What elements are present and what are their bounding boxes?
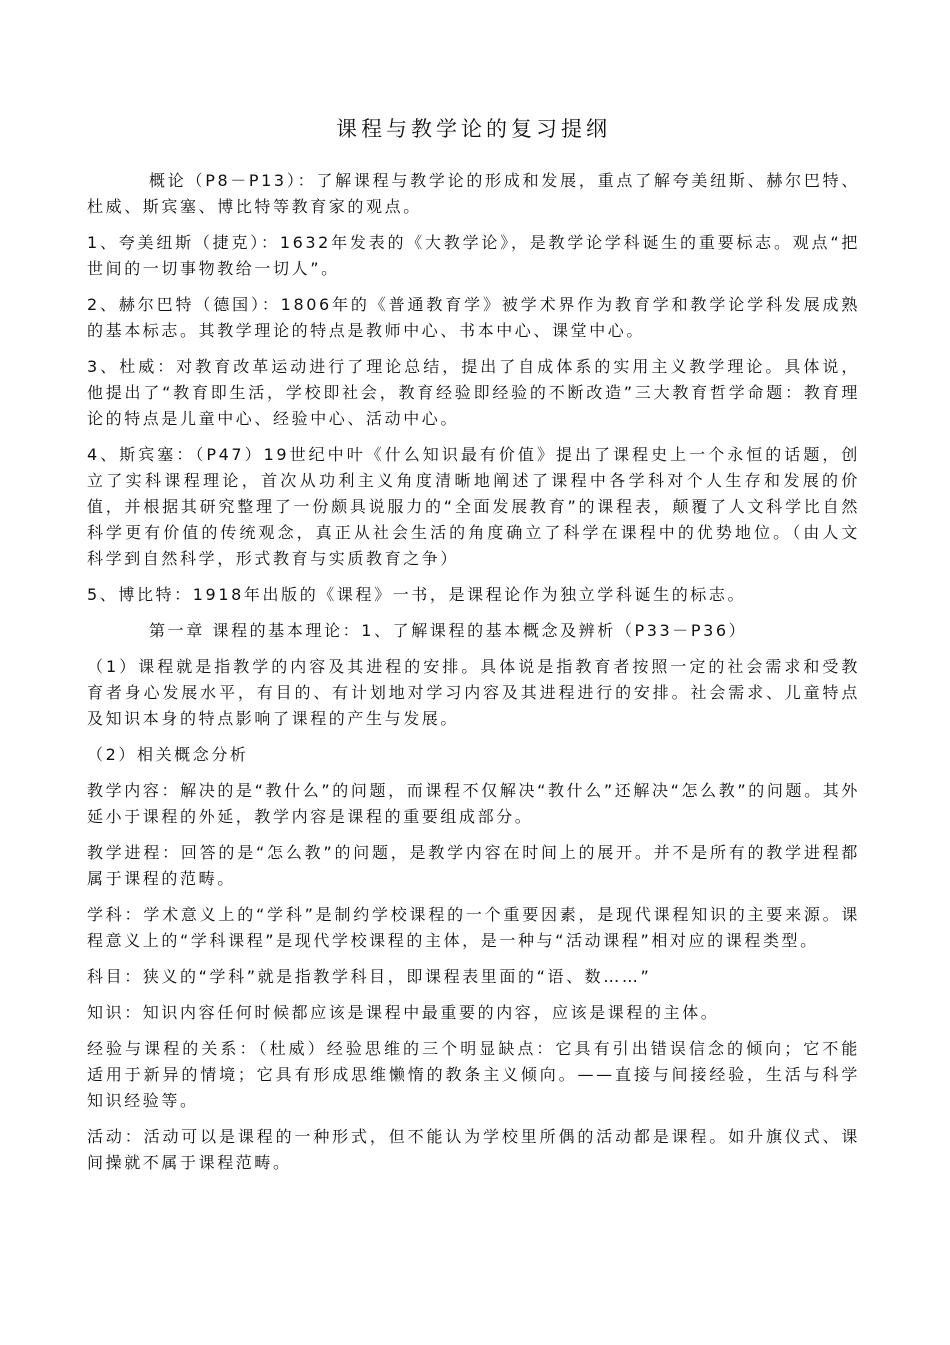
paragraph-overview: 概论（P8－P13）：了解课程与教学论的形成和发展，重点了解夸美纽斯、赫尔巴特、杜威、斯宾塞、博比特等教育家的观点。: [87, 171, 860, 216]
paragraph-experience: 经验与课程的关系：（杜威）经验思维的三个明显缺点：它具有引出错误信念的倾向；它不能适用于新异的情境；它具有形成思维懒惰的教条主义倾向。——直接与间接经验，生活与科学知识经验等。: [87, 1039, 860, 1110]
paragraph-discipline: 学科：学术意义上的“学科”是制约学校课程的一个重要因素，是现代课程知识的主要来源。课程意义上的“学科课程”是现代学校课程的主体，是一种与“活动课程”相对应的课程类型。: [87, 905, 860, 950]
paragraph-bobbitt: 5、博比特：1918年出版的《课程》一书，是课程论作为独立学科诞生的标志。: [87, 585, 747, 604]
paragraph-teaching-process: 教学进程：回答的是“怎么教”的问题，是教学内容在时间上的展开。并不是所有的教学进程都属于课程的范畴。: [87, 843, 860, 888]
paragraph-dewey: 3、杜威：对教育改革运动进行了理论总结，提出了自成体系的实用主义教学理论。具体说，他提出了“教育即生活，学校即社会，教育经验即经验的不断改造”三大教育哲学命题：教育理论的特点是儿童中心、经验中心、活动中心。: [87, 357, 860, 428]
paragraph-curriculum-definition: （1）课程就是指教学的内容及其进程的安排。具体说是指教育者按照一定的社会需求和受教育者身心发展水平，有目的、有计划地对学习内容及其进程进行的安排。社会需求、儿童特点及知识本身的特点影响了课程的产生与发展。: [87, 657, 860, 728]
paragraph-activity: 活动：活动可以是课程的一种形式，但不能认为学校里所偶的活动都是课程。如升旗仪式、课间操就不属于课程范畴。: [87, 1127, 860, 1172]
paragraph-concept-analysis: （2）相关概念分析: [87, 745, 249, 764]
paragraph-teaching-content: 教学内容：解决的是“教什么”的问题，而课程不仅解决“教什么”还解决“怎么教”的问题。其外延小于课程的外延，教学内容是课程的重要组成部分。: [87, 781, 860, 826]
paragraph-comenius: 1、夸美纽斯（捷克）：1632年发表的《大教学论》，是教学论学科诞生的重要标志。观点“把世间的一切事物教给一切人”。: [87, 233, 860, 278]
chapter-heading: 第一章 课程的基本理论：1、了解课程的基本概念及辨析（P33－P36）: [149, 621, 748, 640]
paragraph-spencer: 4、斯宾塞：（P47）19世纪中叶《什么知识最有价值》提出了课程史上一个永恒的话题，创立了实科课程理论，首次从功利主义角度清晰地阐述了课程中各学科对个人生存和发展的价值，并根据其研究整理了一份颇具说服力的“全面发展教育”的课程表，颠覆了人文科学比自然科学更有价值的传统观念，真正从社会生活的角度确立了科学在课程中的优势地位。（由人文科学到自然科学，形式教育与实质教育之争）: [87, 445, 860, 568]
paragraph-knowledge: 知识：知识内容任何时候都应该是课程中最重要的内容，应该是课程的主体。: [87, 1003, 720, 1022]
document-title: 课程与教学论的复习提纲: [336, 117, 611, 141]
paragraph-herbart: 2、赫尔巴特（德国）：1806年的《普通教育学》被学术界作为教育学和教学论学科发展成熟的基本标志。其教学理论的特点是教师中心、书本中心、课堂中心。: [87, 295, 860, 340]
paragraph-subject: 科目：狭义的“学科”就是指教学科目，即课程表里面的“语、数……”: [87, 967, 652, 986]
